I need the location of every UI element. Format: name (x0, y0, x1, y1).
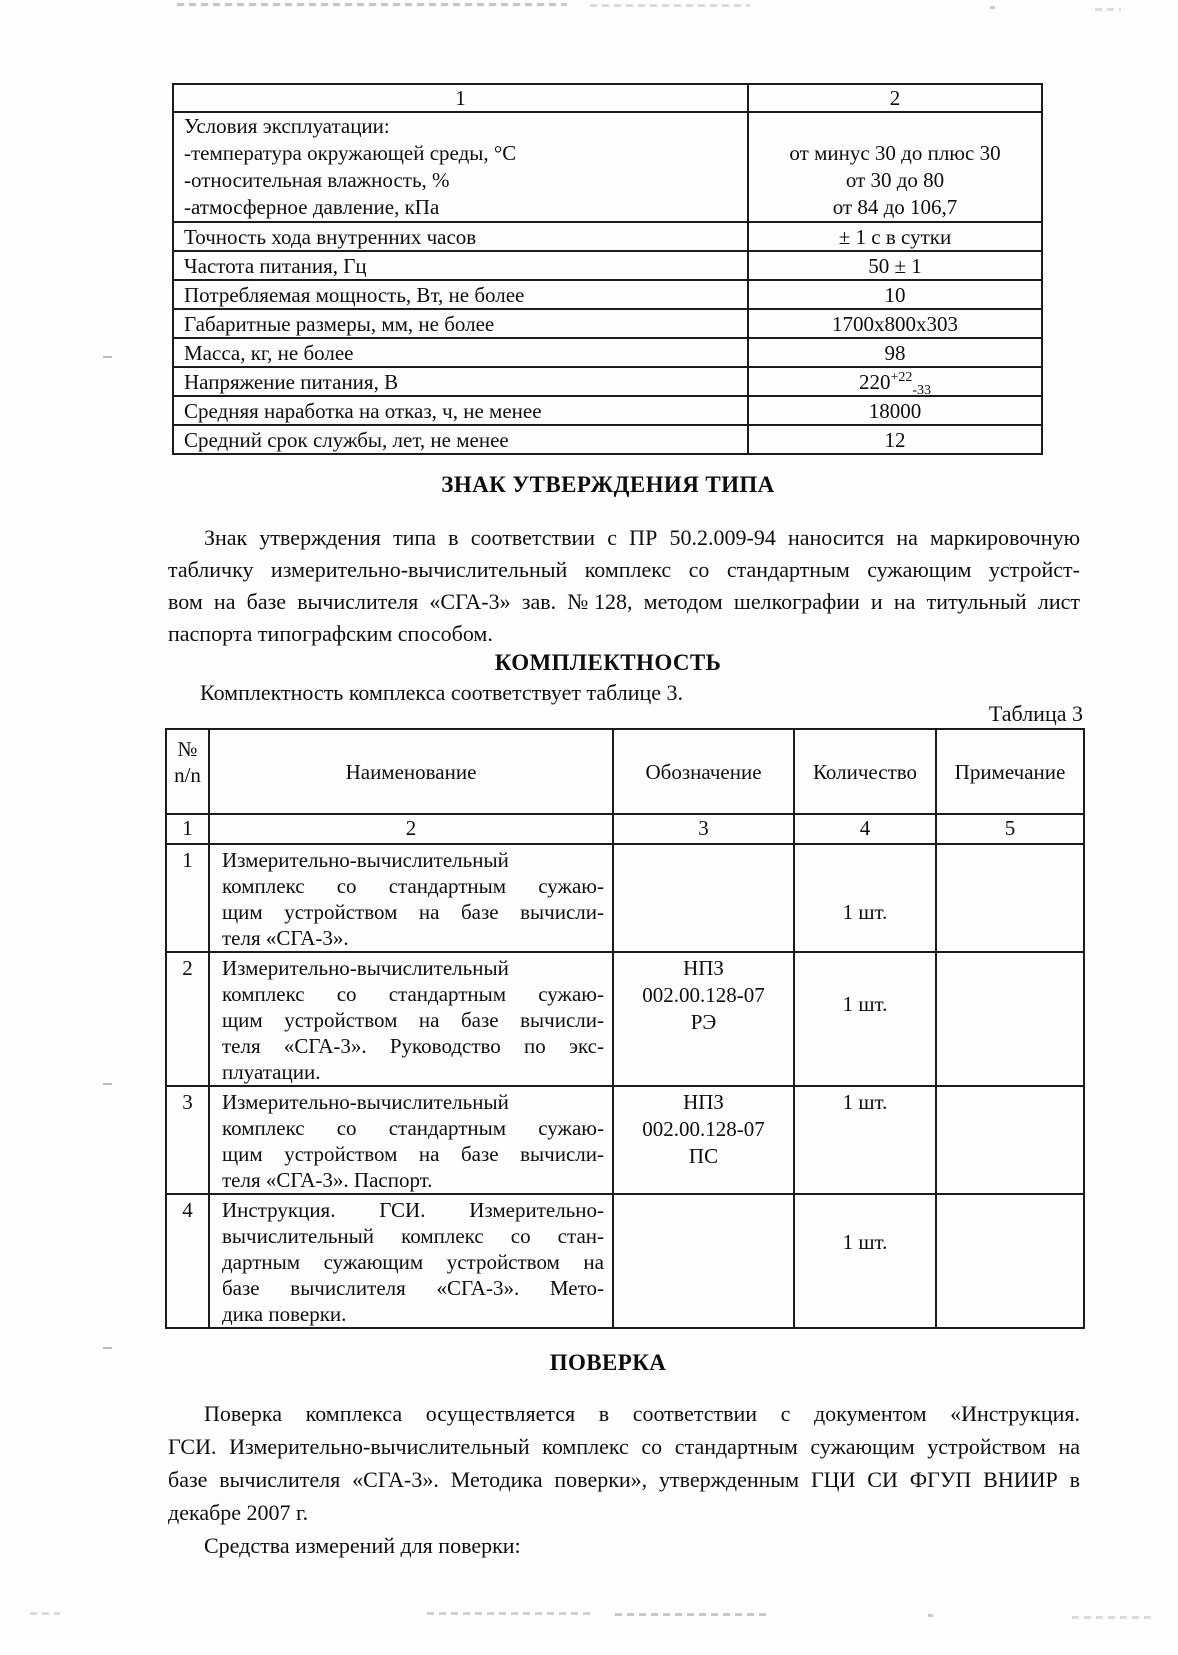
item-designation (613, 1194, 794, 1328)
spec-row (173, 396, 1042, 425)
item-number: 4 (166, 1194, 209, 1328)
scan-artifact (427, 1612, 593, 1615)
col-header-number: № n/n (166, 729, 209, 814)
item-number: 3 (166, 1086, 209, 1194)
spec-row (173, 425, 1042, 454)
equipment-table (165, 728, 1085, 1329)
col-header-name: Наименование (209, 729, 613, 814)
specs-col-header-2: 2 (748, 84, 1042, 112)
paragraph-type-approval (168, 522, 1080, 650)
item-quantity: 1 шт. (794, 844, 936, 952)
paragraph-line: паспорта типографским способом. (168, 621, 493, 646)
scan-artifact (615, 1613, 770, 1616)
item-number: 2 (166, 952, 209, 1086)
spec-value: $220^{+22}_{-33}$ (748, 367, 1042, 396)
paragraph-line: ГСИ. Измерительно-вычислительный комплекс со стандартным сужающим устройством на (168, 1434, 1080, 1459)
spec-value: 18000 (748, 396, 1042, 425)
spec-row (173, 309, 1042, 338)
completeness-intro: Комплектность комплекса соответствует таблице 3. (200, 680, 684, 705)
spec-value: 98 (748, 338, 1042, 367)
item-name: Инструкция. ГСИ. Измерительно- вычислительный комплекс со стан- дартным сужающим устройством на базе вычислителя «СГА-3». Мето- дика поверки. (209, 1194, 613, 1328)
scan-artifact (103, 1347, 112, 1349)
scan-artifact (103, 1083, 112, 1085)
item-note (936, 1086, 1084, 1194)
spec-param: Напряжение питания, В (173, 367, 748, 396)
paragraph-line: базе вычислителя «СГА-3». Методика поверки», утвержденным ГЦИ СИ ФГУП ВНИИР в (168, 1467, 1080, 1492)
spec-value: 1700х800х303 (748, 309, 1042, 338)
colnum: 5 (936, 814, 1084, 844)
spec-value: от минус 30 до плюс 30 от 30 до 80 от 84 до 106,7 (748, 112, 1042, 222)
scan-artifact (590, 4, 750, 7)
scan-artifact (30, 1612, 60, 1615)
spec-param: Средний срок службы, лет, не менее (173, 425, 748, 454)
specs-table (172, 83, 1043, 455)
item-designation (613, 844, 794, 952)
item-name: Измерительно-вычислительный комплекс со стандартным сужаю- щим устройством на базе вычисли- теля «СГА-3». Руководство по экс- плуатации. (209, 952, 613, 1086)
item-name: Измерительно-вычислительный комплекс со стандартным сужаю- щим устройством на базе вычисли- теля «СГА-3». (209, 844, 613, 952)
col-header-designation: Обозначение (613, 729, 794, 814)
item-note (936, 1194, 1084, 1328)
item-designation: НПЗ 002.00.128-07 ПС (613, 1086, 794, 1194)
verification-footer: Средства измерений для поверки: (204, 1533, 521, 1558)
spec-param: Условия эксплуатации: -температура окружающей среды, °С -относительная влажность, % -атмосферное давление, кПа (173, 112, 748, 222)
paragraph-line: Поверка комплекса осуществляется в соответствии с документом «Инструкция. (204, 1401, 1080, 1426)
scan-artifact (928, 1614, 933, 1617)
colnum: 4 (794, 814, 936, 844)
item-designation: НПЗ 002.00.128-07 РЭ (613, 952, 794, 1086)
colnum: 1 (166, 814, 209, 844)
scan-artifact (1072, 1616, 1154, 1619)
col-header-quantity: Количество (794, 729, 936, 814)
scan-artifact (103, 356, 112, 358)
scan-artifact (990, 6, 995, 9)
item-name: Измерительно-вычислительный комплекс со стандартным сужаю- щим устройством на базе вычисли- теля «СГА-3». Паспорт. (209, 1086, 613, 1194)
equipment-colnum-row (166, 814, 1084, 844)
spec-value: ± 1 с в сутки (748, 222, 1042, 251)
section-title-type-approval: ЗНАК УТВЕРЖДЕНИЯ ТИПА (441, 472, 775, 497)
colnum: 3 (613, 814, 794, 844)
spec-param: Масса, кг, не более (173, 338, 748, 367)
spec-row (173, 367, 1042, 396)
spec-param: Средняя наработка на отказ, ч, не менее (173, 396, 748, 425)
colnum: 2 (209, 814, 613, 844)
spec-value: 12 (748, 425, 1042, 454)
equipment-row (166, 952, 1084, 1086)
scan-artifact (1095, 8, 1121, 11)
paragraph-line: декабре 2007 г. (168, 1500, 309, 1525)
paragraph-line: вом на базе вычислителя «СГА-3» зав. №128, методом шелкографии и на титульный лист (168, 589, 1080, 614)
item-quantity: 1 шт. (794, 952, 936, 1086)
spec-param: Частота питания, Гц (173, 251, 748, 280)
paragraph-verification (168, 1397, 1080, 1562)
item-quantity: 1 шт. (794, 1194, 936, 1328)
spec-param: Потребляемая мощность, Вт, не более (173, 280, 748, 309)
spec-row-conditions (173, 112, 1042, 222)
item-note (936, 952, 1084, 1086)
spec-value: 50 ± 1 (748, 251, 1042, 280)
item-note (936, 844, 1084, 952)
item-quantity: 1 шт. (794, 1086, 936, 1194)
spec-row (173, 280, 1042, 309)
spec-value: 10 (748, 280, 1042, 309)
spec-value-tolerance-sup: +22 (890, 369, 913, 385)
item-number: 1 (166, 844, 209, 952)
col-header-note: Примечание (936, 729, 1084, 814)
specs-col-header-1: 1 (173, 84, 748, 112)
equipment-row (166, 1194, 1084, 1328)
spec-row (173, 338, 1042, 367)
paragraph-line: табличку измерительно-вычислительный комплекс со стандартным сужающим устройст- (168, 557, 1080, 582)
scan-artifact (177, 3, 567, 6)
equipment-row (166, 1086, 1084, 1194)
equipment-header-row (166, 729, 1084, 814)
spec-row (173, 222, 1042, 251)
spec-param: Точность хода внутренних часов (173, 222, 748, 251)
spec-param: Габаритные размеры, мм, не более (173, 309, 748, 338)
section-title-completeness: КОМПЛЕКТНОСТЬ (494, 650, 722, 675)
section-title-verification: ПОВЕРКА (549, 1350, 667, 1375)
equipment-row (166, 844, 1084, 952)
spec-row (173, 251, 1042, 280)
spec-value-tolerance-sub: -33 (912, 382, 932, 396)
paragraph-line: Знак утверждения типа в соответствии с ПР 50.2.009-94 наносится на маркировочную (204, 525, 1080, 550)
table3-caption: Таблица 3 (988, 701, 1083, 726)
specs-col-header-row (173, 84, 1042, 112)
